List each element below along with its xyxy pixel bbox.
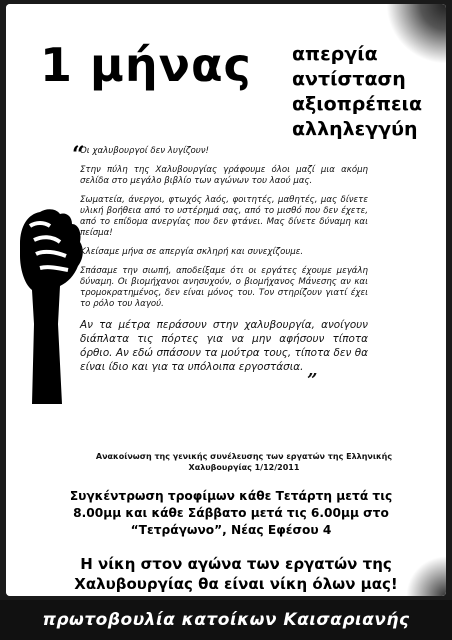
statement-paragraph: Οι χαλυβουργοί δεν λυγίζουν! [80,146,210,156]
slogan: αξιοπρέπεια [292,93,423,115]
statement-paragraph: Σπάσαμε την σιωπή, αποδείξαμε ότι οι εργάτες έχουμε μεγάλη δύναμη. Οι βιομήχανοι ανησυχούν, ο βιομήχανος Μάνεσης αν και τρομοκρατημένος, δεν είναι μόνος του. Τον στηρίζουν γιατί έχει το ρόλο του λαγού. [80,266,368,309]
headline: 1 μήνας [40,38,252,92]
slogan: αλληλεγγύη [292,118,418,140]
food-collection-notice: Συγκέντρωση τροφίμων κάθε Τετάρτη μετά τις 8.00μμ και κάθε Σάββατο μετά τις 6.00μμ στο “Τετράγωνο”, Νέας Εφέσου 4 [69,489,393,537]
raised-fist-icon [10,204,90,404]
slogan: αντίσταση [292,68,406,90]
slogan: απεργία [292,43,378,65]
statement-paragraph: Κλείσαμε μήνα σε απεργία σκληρή και συνεχίζουμε. [80,247,304,257]
footer-banner: πρωτοβουλία κατοίκων Καισαριανής [0,600,452,640]
statement-body [80,146,368,386]
closing-slogan: Η νίκη στον αγώνα των εργατών της Χαλυβουργίας θα είναι νίκη όλων μας! [74,555,398,593]
statement-paragraph: Στην πύλη της Χαλυβουργίας γράφουμε όλοι μαζί μια ακόμη σελίδα στο μεγάλο βιβλίο των αγώνων του λαού μας. [80,165,368,186]
open-quote-icon: “ [72,142,85,168]
close-quote-icon: „ [307,360,318,381]
poster [6,4,446,596]
statement-source: Ανακοίνωση της γενικής συνέλευσης των εργατών της Ελληνικής Χαλυβουργίας 1/12/2011 [95,452,393,472]
slogan-list [292,42,422,142]
statement-emphasis [80,318,368,380]
statement-paragraph: Σωματεία, άνεργοι, φτωχός λαός, φοιτητές, μαθητές, μας δίνετε υλική βοήθεια από το υστέρημά σας, από το μισθό που δεν έχετε, από το επίδομα ανεργίας που δεν φτάνει. Μας δίνετε δύναμη και πείσμα! [80,195,368,238]
statement-emphasis-text: Αν τα μέτρα περάσουν στην χαλυβουργία, ανοίγουν διάπλατα τις πόρτες για να μην αφήσουν τίποτα όρθιο. Αν εδώ σπάσουν τα μούτρα τους, τίποτα δεν θα είναι ίδιο και για τα υπόλοιπα εργοστάσια. [80,319,368,373]
